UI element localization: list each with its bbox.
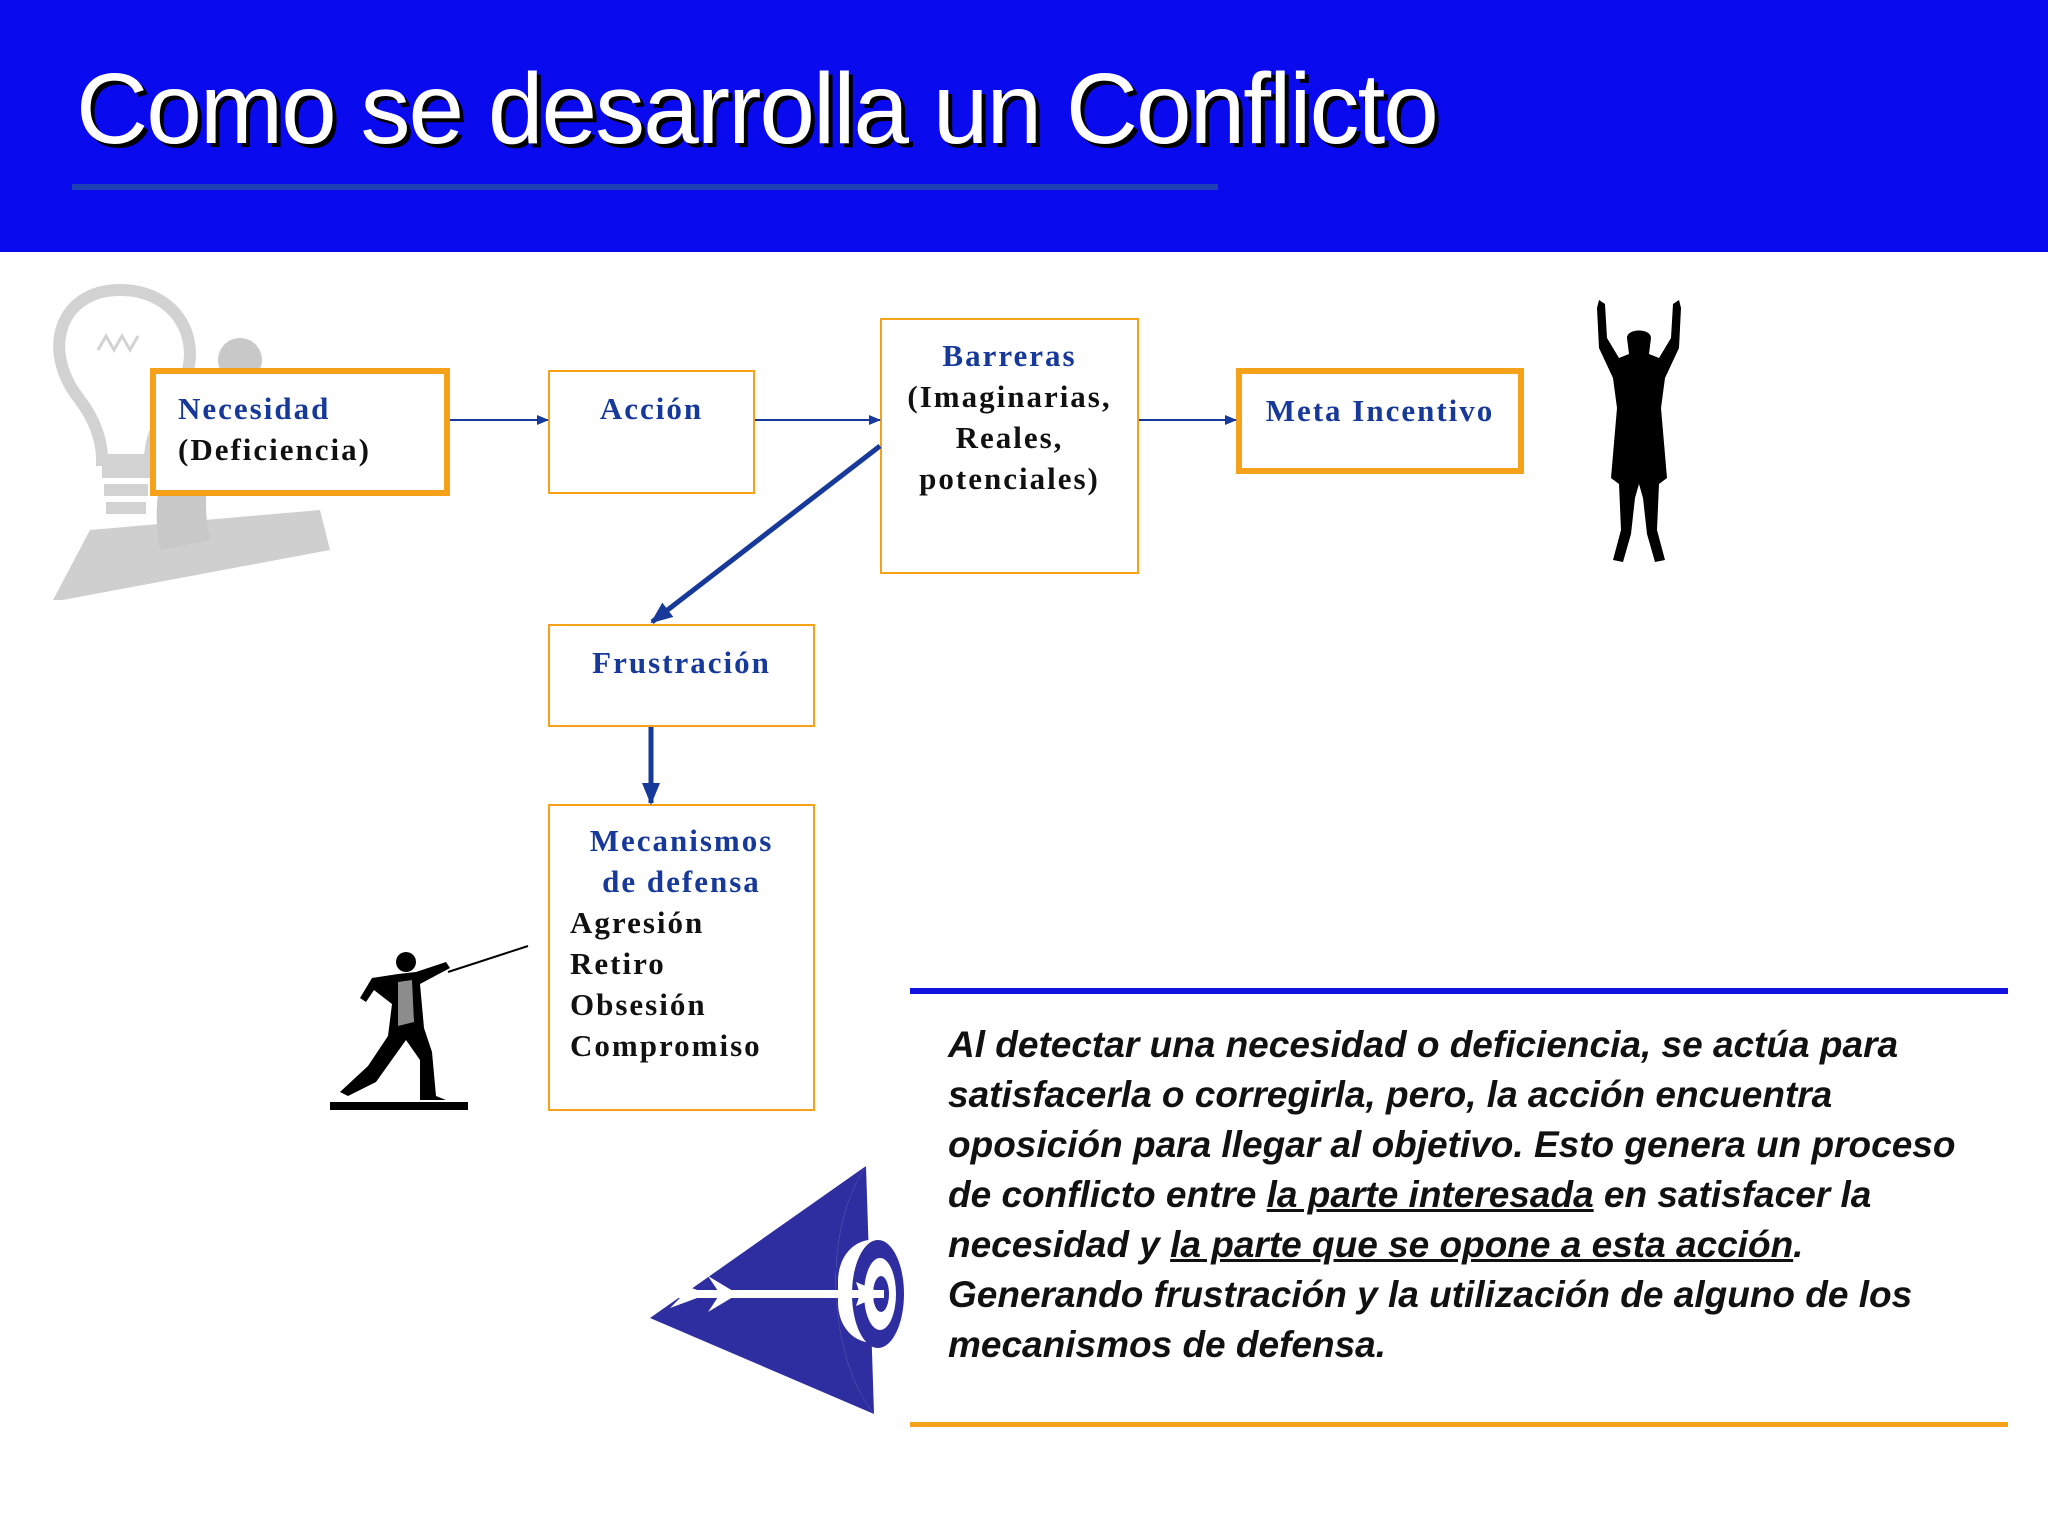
mecanismo-item: Retiro [570, 946, 666, 981]
arrow-barreras-frustracion [652, 446, 880, 622]
target-arrow-icon [648, 1162, 908, 1422]
underlined-phrase-interesada: la parte interesada [1266, 1174, 1594, 1215]
node-frustracion-label: Frustración [592, 645, 771, 680]
victory-person-silhouette-icon [1585, 298, 1695, 568]
node-meta-label: Meta Incentivo [1265, 393, 1495, 428]
description-part-2: en satisfacer la necesidad y [948, 1174, 1872, 1265]
mecanismo-item: Agresión [570, 905, 705, 940]
page-title: Como se desarrolla un Conflicto [76, 53, 1437, 165]
node-mecanismos-label: Mecanismos de defensa [589, 823, 774, 899]
node-necesidad-sub: (Deficiencia) [178, 432, 371, 467]
description-part-3: . Generando frustración y la utilización de alguno de los mecanismos de defensa. [948, 1224, 1913, 1365]
node-accion-label: Acción [599, 391, 704, 426]
description-bottom-rule [910, 1422, 2008, 1427]
fencer-silhouette-icon [328, 932, 548, 1112]
description-top-rule [910, 988, 2008, 994]
node-necesidad-label: Necesidad [178, 391, 331, 426]
node-barreras-sub: (Imaginarias, Reales, potenciales) [907, 379, 1112, 496]
mecanismo-item: Compromiso [570, 1028, 762, 1063]
description-part-1: Al detectar una necesidad o deficiencia, se actúa para satisfacerla o corregirla, pero, la acción encuentra oposición para llegar al objetivo. Esto genera un proceso de conflicto entre [948, 1024, 1956, 1215]
node-barreras-label: Barreras [942, 338, 1077, 373]
description-text [948, 1020, 1988, 1370]
mecanismo-item: Obsesión [570, 987, 707, 1022]
underlined-phrase-opone: la parte que se opone a esta acción [1170, 1224, 1794, 1265]
